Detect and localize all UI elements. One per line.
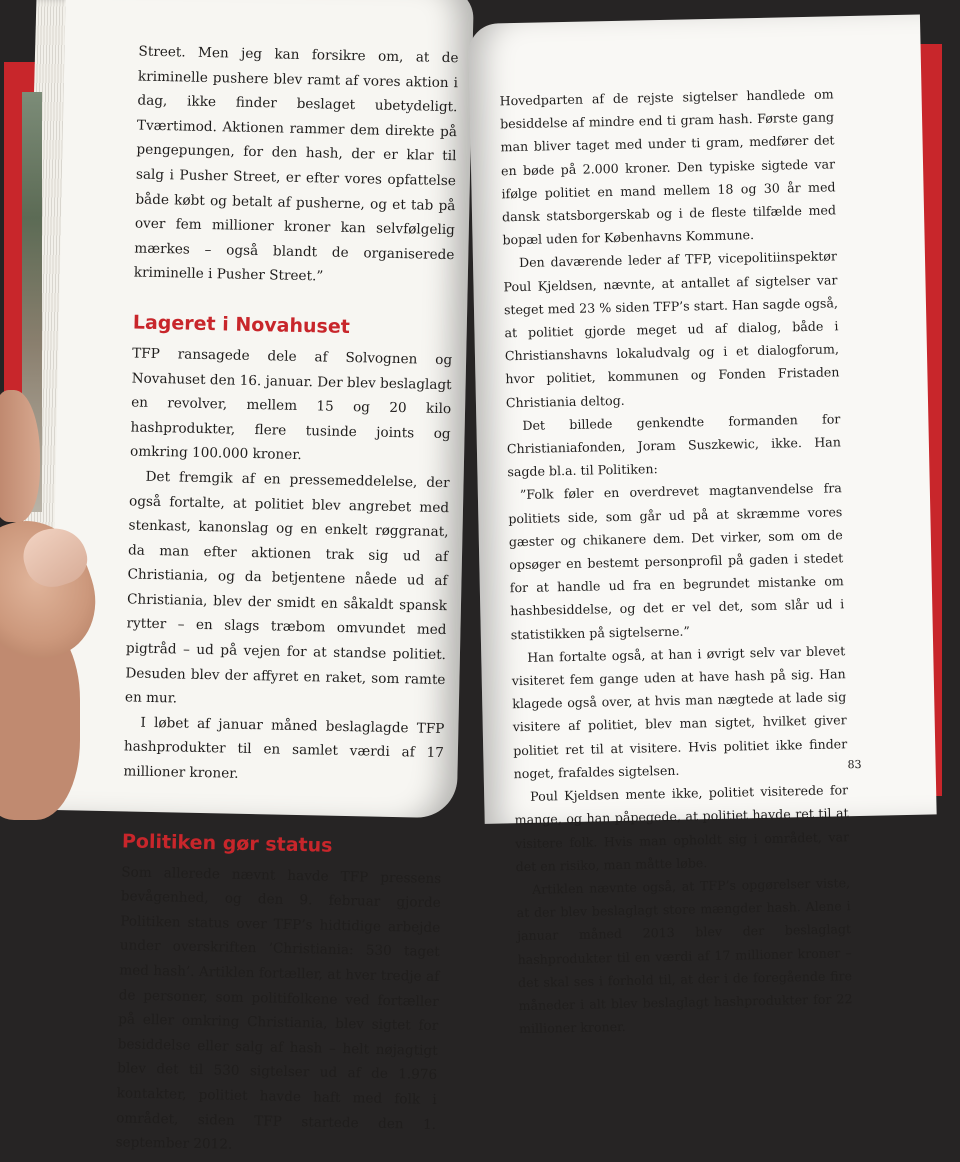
left-page-text bbox=[115, 40, 458, 1162]
right-page bbox=[468, 15, 937, 1037]
right-paragraph-4: Han fortalte også, at han i øvrigt selv var blevet visiteret fem gange uden at have hash på sig. Han klagede også over, at hvis man nægtede at lade sig visitere af politiet, blev man sigtet, hvilket giver politiet ret til at visitere. Hvis politiet ikke finder noget, frafaldes sigtelsen. bbox=[511, 643, 848, 782]
right-page-text bbox=[499, 82, 853, 1040]
right-paragraph-5: Poul Kjeldsen mente ikke, politiet visiterede for mange, og han påpegede, at politiet havde ret til at visitere folk. Hvis man opholdt sig i området, var det en risiko, man måtte løbe. bbox=[514, 782, 850, 874]
left-paragraph-3: I løbet af januar måned beslaglagde TFP hashprodukter til en samlet værdi af 17 millioner kroner. bbox=[123, 714, 445, 782]
right-paragraph-2: Den daværende leder af TFP, vicepolitiinspektør Poul Kjeldsen, nævnte, at antallet af sigtelser var steget med 23 % siden TFP’s start. Han sagde også, at politiet gjorde meget ud af dialog, både i Christianshavns lokaludvalg og i et dialogforum, hvor politiet, kommunen og Fonden Fristaden Christiania deltog. bbox=[503, 248, 840, 410]
right-quote: ”Folk føler en overdrevet magtanvendelse fra politiets side, som går ud på at skræmme vores gæster og chikanere dem. Det virker, som om de opsøger en bestemt personprofil på gaden i stedet for at handle ud fra en begrundet mistanke om hashbesiddelse, og det er vel det, som slår ud i statistikken på sigtelserne.” bbox=[508, 480, 845, 642]
left-page bbox=[49, 0, 474, 1153]
section-heading-politiken: Politiken gør status bbox=[121, 829, 333, 857]
right-paragraph-1: Hovedparten af de rejste sigtelser handlede om besiddelse af mindre end ti gram hash. Første gang man bliver taget med under ti gram, medfører det en bøde på 2.000 kroner. Den typiske sigtede var ifølge politiet en mand mellem 18 og 30 år med dansk statsborgerskab og i de fleste tilfælde med bopæl uden for Københavns Kommune. bbox=[499, 86, 837, 248]
right-paragraph-6: Artiklen nævnte også, at TFP’s opgørelser viste, at der blev beslaglagt store mængder hash. Alene i januar måned 2013 blev der beslaglagt hashprodukter til en værdi af 17 millioner kroner – det skal ses i forhold til, at der i de foregående fire måneder i alt blev beslaglagt hashprodukter for 22 millioner kroner. bbox=[516, 875, 853, 1037]
right-paragraph-3: Det billede genkendte formanden for Christianiafonden, Joram Suszkewic, ikke. Han sagde bl.a. til Politiken: bbox=[506, 411, 841, 480]
section-heading-lageret: Lageret i Novahuset bbox=[132, 311, 351, 338]
left-opening-paragraph: Street. Men jeg kan forsikre om, at de kriminelle pushere blev ramt af vores aktion i dag, ikke finder beslaget ubetydeligt. Tværtimod. Aktionen rammer dem direkte på pengepungen, for den hash, der er klar til salg i Pusher Street, er efter vores opfattelse både købt og betalt af pusherne, og et tab på over fem millioner kroner kan selvfølgelig mærkes – også blandt de organiserede kriminelle i Pusher Street.” bbox=[133, 43, 459, 285]
page-number: 83 bbox=[847, 757, 862, 772]
left-paragraph-4: Som allerede nævnt havde TFP pressens bevågenhed, og den 9. februar gjorde Politiken status over TFP’s hidtidige arbejde under overskriften ’Christiania: 530 taget med hash’. Artiklen fortæller, at hver tredje af de personer, som politifolkene ved fortæller på eller omkring Christiania, blev sigtet for besiddelse eller salg af hash – helt nøjagtigt blev det til 530 sigtelser ud af de 1.976 kontakter, politiet havde haft med folk i området, siden TFP startede den 1. september 2012. bbox=[115, 863, 442, 1153]
left-paragraph-2: Det fremgik af en pressemeddelelse, der også fortalte, at politiet blev angrebet med stenkast, kanonslag og en enkelt røggranat, da man efter aktionen trak sig ud af Christiania, og da betjentene nåede ud af Christiania, blev der smidt en såkaldt spansk rytter – en slags træbom omvundet med pigtråd – ud på vejen for at standse politiet. Desuden blev der affyret en raket, som ramte en mur. bbox=[124, 468, 450, 707]
left-paragraph-1: TFP ransagede dele af Solvognen og Novahuset den 16. januar. Der blev beslaglagt en revolver, mellem 15 og 20 kilo hashprodukter, flere tusinde joints og omkring 100.000 kroner. bbox=[129, 345, 453, 464]
